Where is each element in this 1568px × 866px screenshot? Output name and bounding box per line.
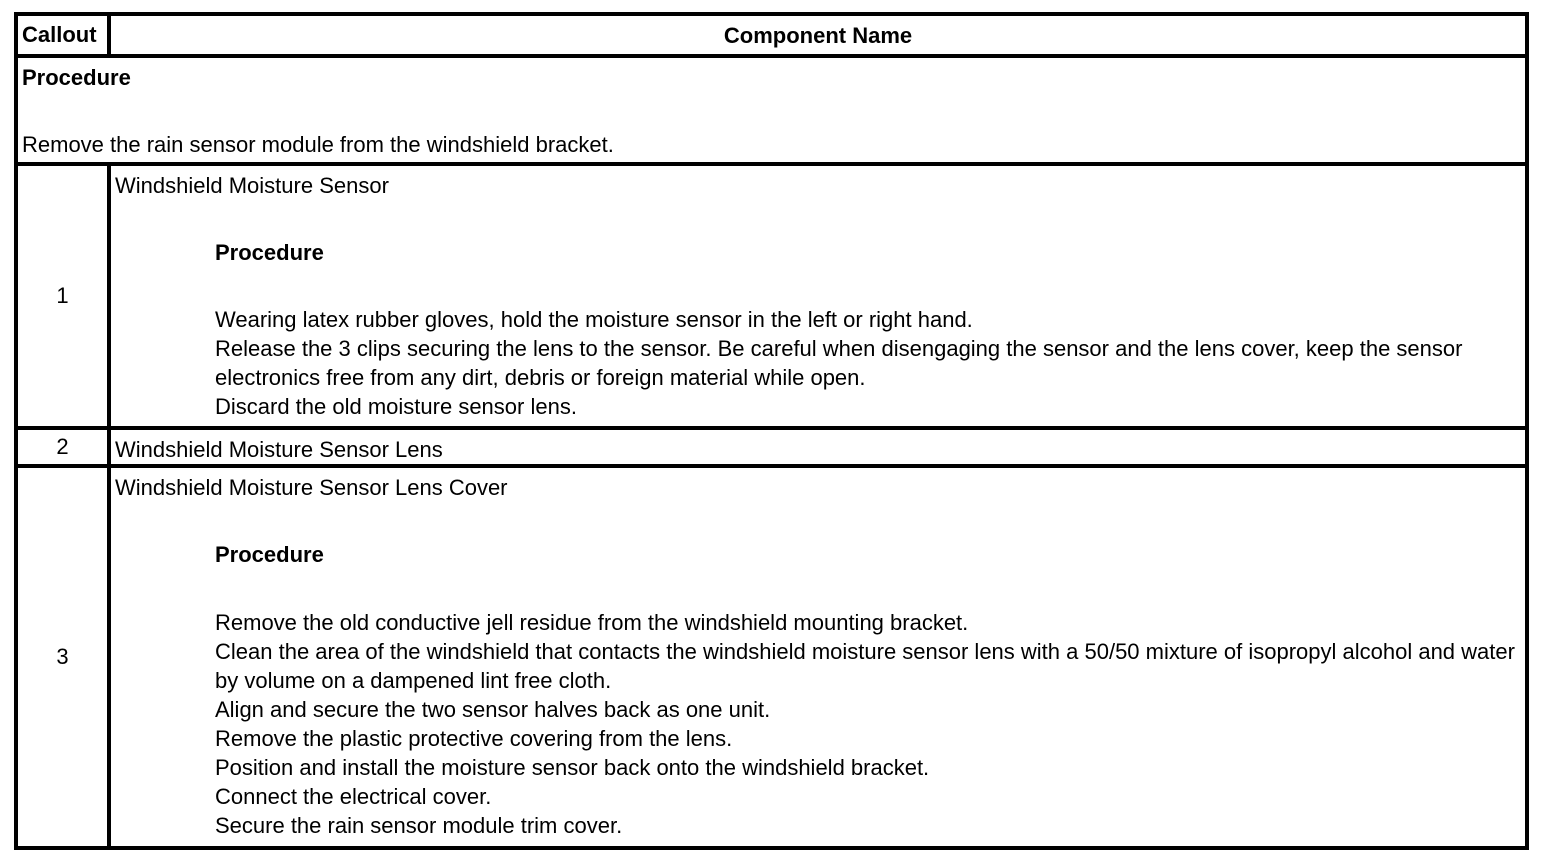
procedure-step: Remove the plastic protective covering from the lens. [215, 726, 733, 751]
procedure-step: Position and install the moisture sensor back onto the windshield bracket. [215, 755, 930, 780]
procedure-step: Connect the electrical cover. [215, 784, 492, 809]
table-row [14, 162, 1529, 430]
component-name: Windshield Moisture Sensor Lens [115, 437, 443, 462]
procedure-heading: Procedure [215, 542, 324, 567]
callout-number: 3 [18, 468, 111, 846]
intro-procedure-heading: Procedure [22, 65, 131, 90]
procedure-heading: Procedure [215, 240, 324, 265]
intro-procedure-text: Remove the rain sensor module from the windshield bracket. [22, 132, 614, 157]
procedure-step: Clean the area of the windshield that contacts the windshield moisture sensor lens with a 50/50 mixture of isopropyl alcohol and water by volume on a dampened lint free cloth. [215, 639, 1515, 693]
table-row [14, 426, 1529, 468]
callout-number: 1 [18, 166, 111, 426]
procedure-step: Discard the old moisture sensor lens. [215, 394, 577, 419]
procedure-step: Secure the rain sensor module trim cover. [215, 813, 623, 838]
table-row [14, 464, 1529, 850]
procedure-step: Align and secure the two sensor halves back as one unit. [215, 697, 771, 722]
callout-column-header: Callout [18, 16, 111, 54]
intro-procedure-cell [18, 58, 1525, 162]
procedure-step: Remove the old conductive jell residue from the windshield mounting bracket. [215, 610, 969, 635]
table-header-row [14, 12, 1529, 58]
intro-procedure-row [14, 54, 1529, 166]
component-name: Windshield Moisture Sensor Lens Cover [115, 475, 508, 500]
callout-number: 2 [18, 430, 111, 464]
procedure-steps [115, 305, 1525, 421]
component-cell [111, 468, 1525, 846]
component-name: Windshield Moisture Sensor [115, 173, 389, 198]
procedure-step: Release the 3 clips securing the lens to the sensor. Be careful when disengaging the sensor and the lens cover, keep the sensor electronics free from any dirt, debris or foreign material while open. [215, 336, 1463, 390]
component-cell [111, 430, 1525, 464]
component-cell [111, 166, 1525, 426]
procedure-steps [115, 608, 1525, 840]
component-name-column-header: Component Name [723, 22, 913, 48]
procedure-step: Wearing latex rubber gloves, hold the moisture sensor in the left or right hand. [215, 307, 973, 332]
